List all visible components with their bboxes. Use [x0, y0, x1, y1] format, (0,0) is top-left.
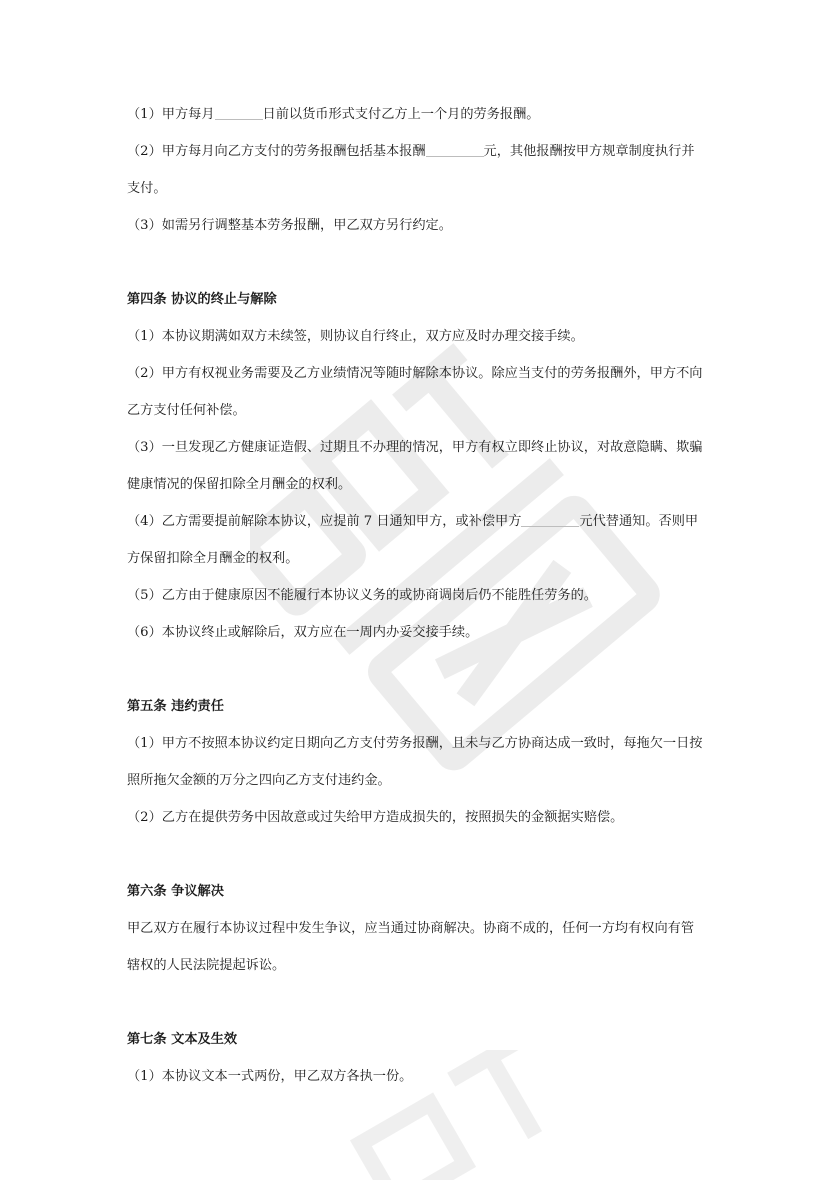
blank-field-day	[215, 105, 263, 120]
dispute-clause: 甲乙双方在履行本协议过程中发生争议，应当通过协商解决。协商不成的，任何一方均有权向有管辖权的人民法院提起诉讼。	[127, 921, 695, 973]
section-heading-dispute: 第六条 争议解决	[127, 884, 224, 899]
text-segment: （2）甲方每月向乙方支付的劳务报酬包括基本报酬	[127, 144, 426, 159]
text-segment: 元，其他报酬按甲方规章制度执行并支付。	[127, 144, 695, 196]
termination-clause-2: （2）甲方有权视业务需要及乙方业绩情况等随时解除本协议。除应当支付的劳务报酬外，甲方不向乙方支付任何补偿。	[127, 366, 703, 418]
blank-field-compensation	[521, 512, 579, 527]
payment-clause-3: （3）如需另行调整基本劳务报酬，甲乙双方另行约定。	[127, 218, 452, 233]
text-segment: 日前以货币形式支付乙方上一个月的劳务报酬。	[262, 107, 540, 122]
termination-clause-3: （3）一旦发现乙方健康证造假、过期且不办理的情况，甲方有权立即终止协议，对故意隐瞒、欺骗健康情况的保留扣除全月酬金的权利。	[127, 440, 703, 492]
termination-clause-6: （6）本协议终止或解除后，双方应在一周内办妥交接手续。	[127, 625, 479, 640]
document-body	[127, 96, 707, 1095]
text-segment: （4）乙方需要提前解除本协议，应提前 7 日通知甲方，或补偿甲方	[127, 514, 522, 529]
payment-clause-1	[127, 96, 707, 133]
termination-clause-5: （5）乙方由于健康原因不能履行本协议义务的或协商调岗后仍不能胜任劳务的。	[127, 588, 597, 603]
termination-clause-4	[127, 503, 707, 577]
payment-clause-2	[127, 133, 707, 207]
section-heading-termination: 第四条 协议的终止与解除	[127, 292, 277, 307]
text-segment: （1）甲方每月	[127, 107, 215, 122]
section-heading-effectiveness: 第七条 文本及生效	[127, 1032, 238, 1047]
termination-clause-1: （1）本协议期满如双方未续签，则协议自行终止，双方应及时办理交接手续。	[127, 329, 584, 344]
liability-clause-1: （1）甲方不按照本协议约定日期向乙方支付劳务报酬，且未与乙方协商达成一致时，每拖欠一日按照所拖欠金额的万分之四向乙方支付违约金。	[127, 736, 703, 788]
liability-clause-2: （2）乙方在提供劳务中因故意或过失给甲方造成损失的，按照损失的金额据实赔偿。	[127, 810, 624, 825]
section-heading-liability: 第五条 违约责任	[127, 699, 224, 714]
blank-field-amount	[426, 142, 484, 157]
effectiveness-clause-1: （1）本协议文本一式两份，甲乙双方各执一份。	[127, 1069, 413, 1084]
text-segment: 元代替通知。否则甲方保留扣除全月酬金的权利。	[127, 514, 699, 566]
